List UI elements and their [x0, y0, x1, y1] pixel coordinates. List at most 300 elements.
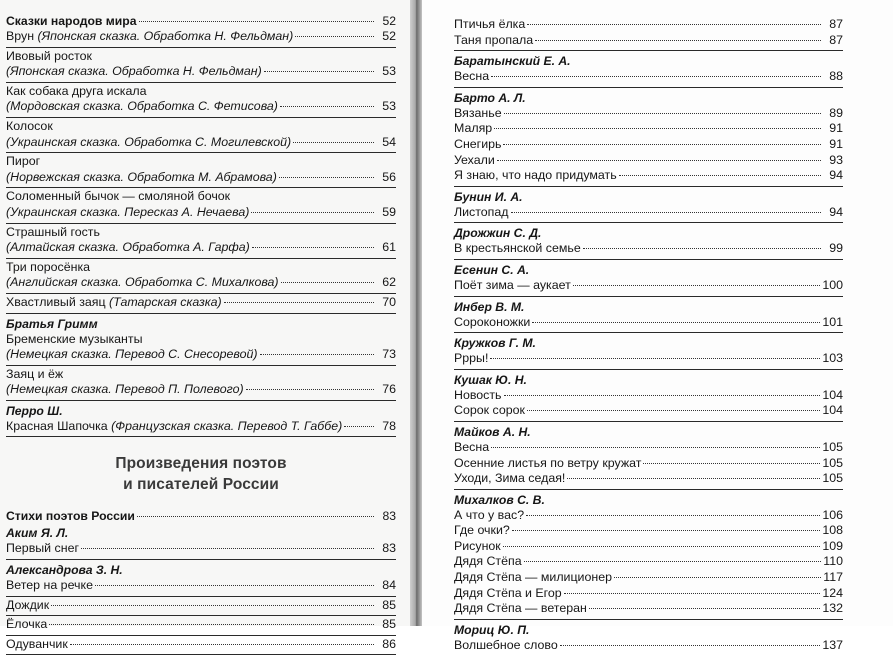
toc-page-number: 86 [382, 636, 396, 651]
toc-entry [6, 637, 396, 653]
toc-page-number: 137 [822, 637, 843, 652]
toc-page-number: 78 [382, 418, 396, 433]
toc-heading-text: Кружков Г. М. [454, 336, 536, 351]
toc-entry [454, 456, 843, 472]
toc-entry-title-text: (Украинская сказка. Пересказ А. Нечаева) [6, 204, 250, 219]
toc-entry [6, 240, 396, 256]
toc-heading [454, 621, 843, 638]
toc-page-number: 87 [829, 32, 843, 47]
toc-entry [6, 275, 396, 291]
toc-entry [454, 106, 843, 122]
toc-entry-title [6, 154, 40, 170]
toc-entry [6, 295, 396, 311]
toc-entry [454, 121, 843, 137]
toc-entry [6, 225, 396, 241]
toc-entry-title [6, 240, 250, 256]
toc-entry-title-text: Осенние листья по ветру кружат [454, 455, 642, 470]
toc-entry-title-text: Птичья ёлка [454, 17, 526, 31]
toc-leader [532, 322, 820, 323]
toc-entry-title-text: (Английская сказка. Обработка С. Михалкова) [6, 275, 279, 290]
toc-rule [6, 400, 396, 401]
toc-rule [454, 296, 843, 297]
toc-entry-title [6, 225, 100, 241]
toc-entry [454, 315, 843, 331]
toc-page-number: 110 [823, 554, 843, 569]
toc-leader [95, 585, 374, 586]
toc-heading-text: Есенин С. А. [454, 262, 530, 277]
toc-leader [295, 36, 374, 37]
toc-entry-title [6, 260, 90, 276]
toc-entry-title [454, 168, 617, 184]
toc-entry [454, 586, 843, 602]
toc-leader [583, 248, 821, 249]
toc-entry-title [454, 315, 530, 331]
toc-entry-title [454, 456, 641, 472]
toc-entry-title-text: Сороконожки [454, 314, 531, 329]
toc-leader [246, 389, 374, 390]
toc-entry-title-text: Весна [454, 439, 490, 454]
toc-entry-title [454, 440, 489, 456]
toc-page-number: 99 [829, 241, 843, 256]
toc-heading [454, 334, 843, 351]
toc-rule [454, 369, 843, 370]
toc-entry-title [6, 332, 143, 348]
toc-leader [527, 24, 821, 25]
toc-entry-title-text: Ррры! [454, 351, 489, 366]
toc-entry-title-text: А что у вас? [454, 507, 525, 522]
toc-page-number: 53 [382, 64, 396, 79]
toc-page-number: 61 [382, 240, 396, 255]
toc-entry [454, 33, 843, 49]
toc-heading [454, 371, 843, 388]
toc-leader [49, 624, 374, 625]
toc-entry [454, 205, 843, 221]
toc-entry-title-text: Одуванчик [6, 636, 68, 651]
toc-entry [6, 541, 396, 557]
toc-page-number: 56 [382, 169, 396, 184]
toc-entry-title-text: Первый снег [6, 541, 79, 556]
toc-entry [454, 440, 843, 456]
toc-entry [6, 154, 396, 170]
toc-leader [293, 142, 374, 143]
toc-page-number: 109 [822, 538, 843, 553]
toc-page-number: 87 [829, 17, 843, 31]
toc-entry-title-text: (Норвежская сказка. Обработка М. Абрамова) [6, 169, 277, 184]
toc-heading-text: Мориц Ю. П. [454, 622, 530, 637]
toc-heading-text: Аким Я. Л. [6, 526, 69, 541]
toc-rule [6, 635, 396, 636]
toc-heading [6, 402, 396, 419]
toc-heading-text: Александрова З. Н. [6, 563, 123, 578]
toc-rule [6, 596, 396, 597]
toc-rule [6, 152, 396, 153]
toc-heading-text: Бунин И. А. [454, 189, 523, 204]
toc-leader [264, 71, 374, 72]
toc-heading [454, 298, 843, 315]
section-title-line1: Произведения поэтов [115, 455, 287, 473]
toc-entry-title-text: Рисунок [454, 538, 501, 553]
toc-leader [643, 463, 820, 464]
toc-entry-title [454, 17, 525, 33]
toc-entry-title-text: Ивовый росток [6, 48, 92, 63]
left-toc-top [6, 12, 396, 437]
toc-page-number: 91 [829, 121, 843, 136]
toc-entry-title-text: Ёлочка [6, 617, 48, 632]
toc-leader [619, 175, 821, 176]
toc-page-number: 105 [822, 439, 843, 454]
toc-leader [535, 40, 821, 41]
toc-entry-title [454, 570, 612, 586]
toc-entry-title-text: Где очки? [454, 523, 510, 538]
toc-leader [51, 605, 374, 606]
toc-rule [6, 436, 396, 437]
toc-entry [6, 332, 396, 348]
toc-entry [6, 135, 396, 151]
toc-rule [454, 619, 843, 620]
toc-entry-title [6, 578, 93, 594]
toc-leader [526, 515, 820, 516]
toc-entry [6, 189, 396, 205]
toc-page-number: 70 [382, 294, 396, 309]
toc-entry [454, 471, 843, 487]
toc-leader [494, 128, 821, 129]
toc-heading [454, 491, 843, 508]
toc-rule [454, 259, 843, 260]
toc-entry-title [454, 153, 495, 169]
book-gutter [410, 0, 422, 626]
toc-entry-title-text: Снегирь [454, 136, 502, 151]
toc-page-number: 52 [382, 14, 396, 28]
toc-entry [454, 508, 843, 524]
toc-entry [6, 49, 396, 65]
toc-leader [279, 177, 374, 178]
toc-entry-title [6, 49, 92, 65]
toc-entry [6, 382, 396, 398]
toc-entry-title [6, 382, 244, 398]
toc-page-number: 83 [382, 541, 396, 556]
toc-page-number: 132 [822, 601, 843, 616]
toc-entry-title-text: (Мордовская сказка. Обработка С. Фетисова) [6, 99, 278, 114]
toc-entry [6, 64, 396, 80]
toc-leader [491, 447, 820, 448]
toc-entry-title [454, 278, 571, 294]
toc-entry [6, 419, 396, 435]
toc-entry-title [454, 403, 525, 419]
toc-entry-title [6, 275, 279, 291]
toc-page-number: 124 [822, 585, 843, 600]
toc-entry-title-text: Дядя Стёпа [454, 554, 522, 569]
toc-entry [6, 617, 396, 633]
toc-entry-title [454, 586, 562, 602]
toc-heading [6, 524, 396, 541]
toc-page-number: 76 [382, 382, 396, 397]
toc-page-number: 85 [382, 617, 396, 632]
toc-heading-text: Стихи поэтов России [6, 509, 135, 524]
toc-entry-title-text: Уехали [454, 152, 495, 167]
toc-entry [454, 153, 843, 169]
toc-heading [454, 188, 843, 205]
toc-entry-title [454, 508, 524, 524]
toc-entry [454, 554, 843, 570]
toc-entry-title [6, 205, 249, 221]
toc-entry-title [454, 351, 488, 367]
toc-entry-title [6, 170, 277, 186]
toc-leader [491, 76, 821, 77]
toc-leader [503, 144, 821, 145]
toc-entry-title [6, 119, 53, 135]
toc-rule [6, 313, 396, 314]
toc-leader [70, 644, 374, 645]
toc-page-number: 101 [822, 314, 843, 329]
toc-entry-title-text: Вязанье [454, 105, 502, 120]
toc-page-number: 54 [382, 134, 396, 149]
toc-entry-title-text: Дядя Стёпа и Егор [454, 585, 562, 600]
toc-rule [454, 421, 843, 422]
toc-heading-text: Михалков С. В. [454, 492, 545, 507]
toc-page-number: 73 [382, 347, 396, 362]
toc-entry-title-text: Весна [454, 69, 490, 84]
toc-entry-title [6, 637, 68, 653]
toc-entry [6, 578, 396, 594]
toc-entry [454, 137, 843, 153]
toc-entry-title-text: Поёт зима — аукает [454, 277, 571, 292]
toc-rule [6, 258, 396, 259]
toc-leader [564, 593, 821, 594]
toc-entry-title-text: Хвастливый заяц [6, 294, 106, 309]
toc-entry [6, 29, 396, 45]
toc-entry-title-text: В крестьянской семье [454, 241, 581, 256]
toc-entry-title-text: Заяц и ёж [6, 366, 64, 381]
left-page [0, 0, 410, 651]
toc-entry-title [6, 419, 342, 435]
toc-entry [454, 539, 843, 555]
toc-leader [260, 354, 374, 355]
toc-entry [454, 523, 843, 539]
toc-entry-title [6, 541, 79, 557]
toc-heading-text: Баратынский Е. А. [454, 54, 571, 69]
toc-entry-title [454, 638, 558, 654]
toc-entry-title-text: Таня пропала [454, 32, 534, 47]
toc-page-number: 105 [822, 471, 843, 486]
toc-entry-title [454, 241, 581, 257]
toc-page-number: 62 [382, 275, 396, 290]
toc-page-number: 53 [382, 99, 396, 114]
toc-entry [6, 367, 396, 383]
toc-rule [6, 187, 396, 188]
toc-leader [503, 546, 821, 547]
toc-leader [490, 358, 820, 359]
toc-leader [589, 608, 820, 609]
toc-page-number: 52 [382, 29, 396, 43]
toc-heading [454, 89, 843, 106]
toc-entry-title-text: Как собака друга искала [6, 83, 147, 98]
toc-heading-text: Сказки народов мира [6, 14, 137, 28]
toc-heading [454, 423, 843, 440]
toc-entry-title [6, 598, 49, 614]
toc-page-number: 84 [382, 578, 396, 593]
section-title [6, 453, 396, 495]
toc-entry-title-text: Три поросёнка [6, 259, 91, 274]
toc-entry-title [6, 617, 47, 633]
toc-page-number: 91 [829, 136, 843, 151]
toc-page-number: 94 [829, 168, 843, 183]
section-title-line2: и писателей России [123, 476, 279, 494]
toc-rule [454, 489, 843, 490]
toc-page-number: 117 [823, 570, 843, 585]
toc-page-number: 100 [822, 277, 843, 292]
toc-heading-text: Инбер В. М. [454, 299, 525, 314]
toc-leader [524, 561, 821, 562]
toc-entry-title-text: Дядя Стёпа — милиционер [454, 570, 612, 585]
toc-entry-title [454, 601, 587, 617]
toc-entry [6, 598, 396, 614]
toc-heading [6, 561, 396, 578]
toc-entry [454, 570, 843, 586]
toc-leader [560, 645, 821, 646]
toc-leader [81, 548, 374, 549]
right-page [422, 0, 893, 652]
toc-leader [512, 530, 821, 531]
toc-leader [527, 410, 820, 411]
toc-rule [454, 332, 843, 333]
toc-entry [454, 601, 843, 617]
toc-leader [344, 426, 374, 427]
toc-entry-title [454, 471, 565, 487]
toc-entry-title [454, 106, 502, 122]
toc-entry-title-text: (Немецкая сказка. Перевод П. Полевого) [6, 382, 244, 397]
toc-entry [454, 351, 843, 367]
toc-entry-title-text: Колосок [6, 118, 53, 133]
toc-heading-text: Дрожжин С. Д. [454, 226, 542, 241]
toc-entry-title [6, 29, 293, 45]
toc-entry-title-text: Страшный гость [6, 224, 100, 239]
toc-heading-text: Братья Гримм [6, 316, 98, 331]
toc-entry-title-text: Пирог [6, 154, 41, 169]
toc-leader [251, 212, 374, 213]
toc-entry-subtitle: (Японская сказка. Обработка Н. Фельдман) [34, 29, 294, 43]
toc-page-number: 106 [822, 507, 843, 522]
toc-entry-title [454, 388, 502, 404]
toc-rule [454, 50, 843, 51]
toc-entry-title [454, 554, 522, 570]
toc-entry-title-text: Я знаю, что надо придумать [454, 168, 617, 183]
toc-page-number: 85 [382, 597, 396, 612]
toc-heading [6, 315, 396, 332]
toc-entry-title-text: Ветер на речке [6, 578, 93, 593]
toc-entry [454, 638, 843, 654]
toc-entry [454, 168, 843, 184]
toc-entry-title-text: Маляр [454, 121, 493, 136]
toc-entry-title [6, 347, 258, 363]
toc-page-number: 103 [822, 351, 843, 366]
toc-leader [573, 285, 821, 286]
toc-entry-title-text: Соломенный бычок — смоляной бочок [6, 189, 231, 204]
toc-entry [6, 260, 396, 276]
toc-entry-title [6, 367, 63, 383]
toc-leader [139, 21, 374, 22]
toc-entry-title-text: Врун [6, 29, 35, 43]
toc-leader [137, 516, 374, 517]
toc-entry-title-text: Дядя Стёпа — ветеран [454, 601, 587, 616]
toc-entry-title [454, 539, 501, 555]
toc-leader [252, 247, 374, 248]
toc-rule [6, 47, 396, 48]
toc-page-number: 59 [382, 204, 396, 219]
toc-page-number: 83 [382, 509, 396, 524]
toc-rule [6, 117, 396, 118]
toc-rule [6, 615, 396, 616]
toc-entry-title [454, 33, 533, 49]
toc-entry [454, 388, 843, 404]
toc-entry [6, 99, 396, 115]
toc-heading [454, 261, 843, 278]
toc-leader [614, 577, 821, 578]
toc-leader [280, 106, 374, 107]
toc-leader [511, 212, 821, 213]
right-toc [454, 17, 843, 653]
toc-page-number: 108 [822, 523, 843, 538]
toc-page-number: 104 [822, 387, 843, 402]
toc-entry [454, 403, 843, 419]
toc-entry-title-text: (Японская сказка. Обработка Н. Фельдман) [6, 64, 262, 79]
toc-page-number: 94 [829, 204, 843, 219]
toc-page-number: 89 [829, 105, 843, 120]
toc-entry-subtitle: (Французская сказка. Перевод Т. Габбе) [107, 418, 343, 433]
toc-entry-title [6, 64, 262, 80]
toc-heading [6, 507, 396, 524]
toc-heading [454, 224, 843, 241]
toc-page-number: 105 [822, 455, 843, 470]
toc-entry [6, 84, 396, 100]
toc-heading-text: Кушак Ю. Н. [454, 372, 527, 387]
toc-entry-title [454, 205, 509, 221]
toc-page-number: 88 [829, 69, 843, 84]
toc-heading-text: Барто А. Л. [454, 90, 526, 105]
toc-entry [454, 17, 843, 33]
toc-rule [6, 82, 396, 83]
toc-entry-title-text: (Украинская сказка. Обработка С. Могилевской) [6, 134, 292, 149]
toc-entry-title [454, 137, 501, 153]
toc-entry-title [6, 99, 278, 115]
toc-leader [497, 160, 821, 161]
toc-entry [6, 205, 396, 221]
toc-entry-title-text: Сорок сорок [454, 403, 525, 418]
toc-rule [6, 293, 396, 294]
toc-heading [6, 12, 396, 29]
toc-entry-title [6, 84, 147, 100]
toc-entry-title [454, 121, 492, 137]
toc-rule [454, 87, 843, 88]
toc-entry-title-text: Новость [454, 387, 502, 402]
toc-entry-subtitle: (Татарская сказка) [105, 294, 222, 309]
toc-heading-text: Майков А. Н. [454, 424, 531, 439]
toc-rule [454, 186, 843, 187]
toc-entry-title [454, 69, 489, 85]
toc-heading-text: Перро Ш. [6, 403, 63, 418]
toc-entry [6, 119, 396, 135]
left-toc-bottom [6, 507, 396, 655]
toc-entry-title-text: Дождик [6, 597, 50, 612]
toc-rule [6, 559, 396, 560]
toc-leader [224, 302, 374, 303]
toc-entry-title-text: Красная Шапочка [6, 418, 108, 433]
toc-entry [454, 241, 843, 257]
toc-entry-title-text: Волшебное слово [454, 637, 558, 652]
toc-entry [454, 69, 843, 85]
toc-entry-title [6, 135, 291, 151]
toc-entry-title-text: Листопад [454, 204, 509, 219]
toc-rule [6, 365, 396, 366]
